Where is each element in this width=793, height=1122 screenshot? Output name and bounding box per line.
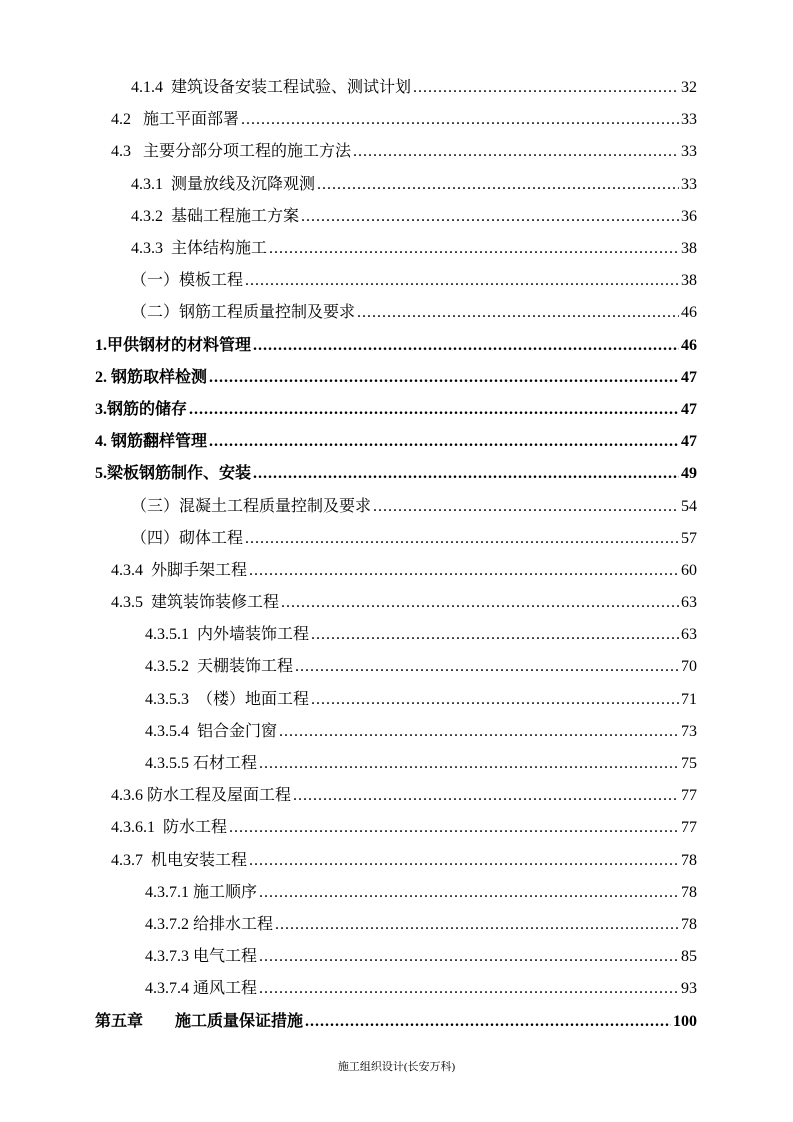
toc-entry-page-number: 49 xyxy=(681,465,697,483)
toc-entry-title: 4.3.7.4 通风工程 xyxy=(145,980,258,998)
toc-entry-page-number: 33 xyxy=(681,111,697,129)
dot-leader xyxy=(259,979,679,999)
toc-entry-page-number: 70 xyxy=(681,658,697,676)
toc-entry-title: （一）模板工程 xyxy=(131,272,244,290)
toc-entry-page-number: 78 xyxy=(681,851,697,869)
toc-entry-page-number: 73 xyxy=(681,722,697,740)
dot-leader xyxy=(301,207,679,227)
toc-entry-page-number: 47 xyxy=(681,368,697,386)
toc-entry[interactable] xyxy=(0,780,697,812)
toc-entry-title: 第五章 施工质量保证措施 xyxy=(95,1012,304,1030)
toc-entry[interactable] xyxy=(0,72,697,104)
toc-entry-title: 4.3.6 防水工程及屋面工程 xyxy=(111,787,292,805)
toc-entry-title: （二）钢筋工程质量控制及要求 xyxy=(131,304,356,322)
toc-entry-page-number: 93 xyxy=(681,980,697,998)
toc-entry-page-number: 32 xyxy=(681,79,697,97)
toc-entry-page-number: 63 xyxy=(681,626,697,644)
toc-entry[interactable] xyxy=(0,1005,697,1037)
toc-entry[interactable] xyxy=(0,458,697,490)
toc-entry-title: 4.3.7.1 施工顺序 xyxy=(145,883,258,901)
toc-entry-page-number: 75 xyxy=(681,755,697,773)
dot-leader xyxy=(357,303,679,323)
toc-entry[interactable] xyxy=(0,426,697,458)
toc-entry-title: 4.3.7.2 给排水工程 xyxy=(145,915,274,933)
dot-leader xyxy=(209,432,679,452)
toc-entry-title: 4.3.2 基础工程施工方案 xyxy=(131,207,300,225)
toc-entry[interactable] xyxy=(0,169,697,201)
toc-entry-title: 2. 钢筋取样检测 xyxy=(95,368,208,386)
table-of-contents xyxy=(0,72,793,1038)
dot-leader xyxy=(249,851,679,871)
toc-entry[interactable] xyxy=(0,941,697,973)
toc-entry-title: 4.3.1 测量放线及沉降观测 xyxy=(131,175,316,193)
toc-entry-title: 4. 钢筋翻样管理 xyxy=(95,433,208,451)
toc-entry[interactable] xyxy=(0,973,697,1005)
toc-entry[interactable] xyxy=(0,362,697,394)
toc-entry-title: 4.2 施工平面部署 xyxy=(111,111,240,129)
toc-entry[interactable] xyxy=(0,684,697,716)
toc-entry[interactable] xyxy=(0,394,697,426)
toc-entry[interactable] xyxy=(0,748,697,780)
toc-entry-title: 4.3.5.3 （楼）地面工程 xyxy=(145,690,310,708)
dot-leader xyxy=(253,336,679,356)
toc-entry-title: 4.3.5.5 石材工程 xyxy=(145,755,258,773)
toc-entry[interactable] xyxy=(0,909,697,941)
toc-entry[interactable] xyxy=(0,201,697,233)
dot-leader xyxy=(373,497,679,517)
toc-entry-title: 5.梁板钢筋制作、安装 xyxy=(95,465,252,483)
toc-entry-title: 4.1.4 建筑设备安装工程试验、测试计划 xyxy=(131,79,412,97)
toc-entry[interactable] xyxy=(0,877,697,909)
toc-entry[interactable] xyxy=(0,651,697,683)
toc-entry-title: 4.3.5.2 天棚装饰工程 xyxy=(145,658,294,676)
dot-leader xyxy=(269,239,679,259)
toc-entry-title: 4.3.7 机电安装工程 xyxy=(111,851,248,869)
toc-entry-title: 3.钢筋的储存 xyxy=(95,400,188,418)
toc-entry-title: 4.3.6.1 防水工程 xyxy=(111,819,228,837)
toc-entry-page-number: 46 xyxy=(681,336,697,354)
toc-entry-page-number: 46 xyxy=(681,304,697,322)
toc-entry-page-number: 57 xyxy=(681,529,697,547)
dot-leader xyxy=(209,368,679,388)
toc-entry[interactable] xyxy=(0,812,697,844)
dot-leader xyxy=(245,529,679,549)
dot-leader xyxy=(353,142,679,162)
toc-entry-page-number: 71 xyxy=(681,690,697,708)
toc-entry[interactable] xyxy=(0,716,697,748)
dot-leader xyxy=(311,625,679,645)
toc-entry-title: 4.3.7.3 电气工程 xyxy=(145,948,258,966)
toc-entry-title: 1.甲供钢材的材料管理 xyxy=(95,336,252,354)
toc-entry-title: 4.3 主要分部分项工程的施工方法 xyxy=(111,143,352,161)
toc-entry[interactable] xyxy=(0,297,697,329)
toc-entry-page-number: 33 xyxy=(681,143,697,161)
toc-entry-page-number: 100 xyxy=(673,1012,697,1030)
toc-entry-page-number: 47 xyxy=(681,400,697,418)
toc-entry[interactable] xyxy=(0,136,697,168)
toc-entry-title: 4.3.5 建筑装饰装修工程 xyxy=(111,594,280,612)
toc-entry-title: （三）混凝土工程质量控制及要求 xyxy=(131,497,372,515)
dot-leader xyxy=(281,593,679,613)
dot-leader xyxy=(245,271,679,291)
toc-entry-page-number: 38 xyxy=(681,240,697,258)
dot-leader xyxy=(259,883,679,903)
toc-entry-title: 4.3.5.4 铝合金门窗 xyxy=(145,722,278,740)
dot-leader xyxy=(253,464,679,484)
toc-entry-page-number: 38 xyxy=(681,272,697,290)
toc-entry[interactable] xyxy=(0,845,697,877)
dot-leader xyxy=(259,947,679,967)
toc-entry[interactable] xyxy=(0,587,697,619)
toc-entry-page-number: 78 xyxy=(681,883,697,901)
toc-entry[interactable] xyxy=(0,330,697,362)
dot-leader xyxy=(317,175,679,195)
toc-entry[interactable] xyxy=(0,619,697,651)
toc-entry[interactable] xyxy=(0,104,697,136)
toc-entry-page-number: 54 xyxy=(681,497,697,515)
toc-entry[interactable] xyxy=(0,555,697,587)
dot-leader xyxy=(305,1012,671,1032)
toc-entry-title: 4.3.3 主体结构施工 xyxy=(131,240,268,258)
toc-entry-title: 4.3.5.1 内外墙装饰工程 xyxy=(145,626,310,644)
toc-entry[interactable] xyxy=(0,265,697,297)
toc-entry-page-number: 85 xyxy=(681,948,697,966)
toc-entry[interactable] xyxy=(0,523,697,555)
dot-leader xyxy=(189,400,679,420)
dot-leader xyxy=(295,657,679,677)
dot-leader xyxy=(229,818,679,838)
toc-entry[interactable] xyxy=(0,233,697,265)
dot-leader xyxy=(279,722,679,742)
dot-leader xyxy=(259,754,679,774)
dot-leader xyxy=(249,561,679,581)
toc-entry[interactable] xyxy=(0,490,697,522)
dot-leader xyxy=(311,690,679,710)
toc-entry-page-number: 77 xyxy=(681,787,697,805)
dot-leader xyxy=(293,786,679,806)
dot-leader xyxy=(241,110,679,130)
page-footer: 施工组织设计(长安万科) xyxy=(337,1061,456,1073)
toc-entry-page-number: 47 xyxy=(681,433,697,451)
toc-entry-page-number: 60 xyxy=(681,561,697,579)
toc-entry-page-number: 63 xyxy=(681,594,697,612)
toc-entry-page-number: 33 xyxy=(681,175,697,193)
toc-entry-title: 4.3.4 外脚手架工程 xyxy=(111,561,248,579)
toc-entry-page-number: 78 xyxy=(681,915,697,933)
dot-leader xyxy=(275,915,679,935)
toc-entry-page-number: 77 xyxy=(681,819,697,837)
toc-entry-page-number: 36 xyxy=(681,207,697,225)
dot-leader xyxy=(413,78,679,98)
toc-entry-title: （四）砌体工程 xyxy=(131,529,244,547)
